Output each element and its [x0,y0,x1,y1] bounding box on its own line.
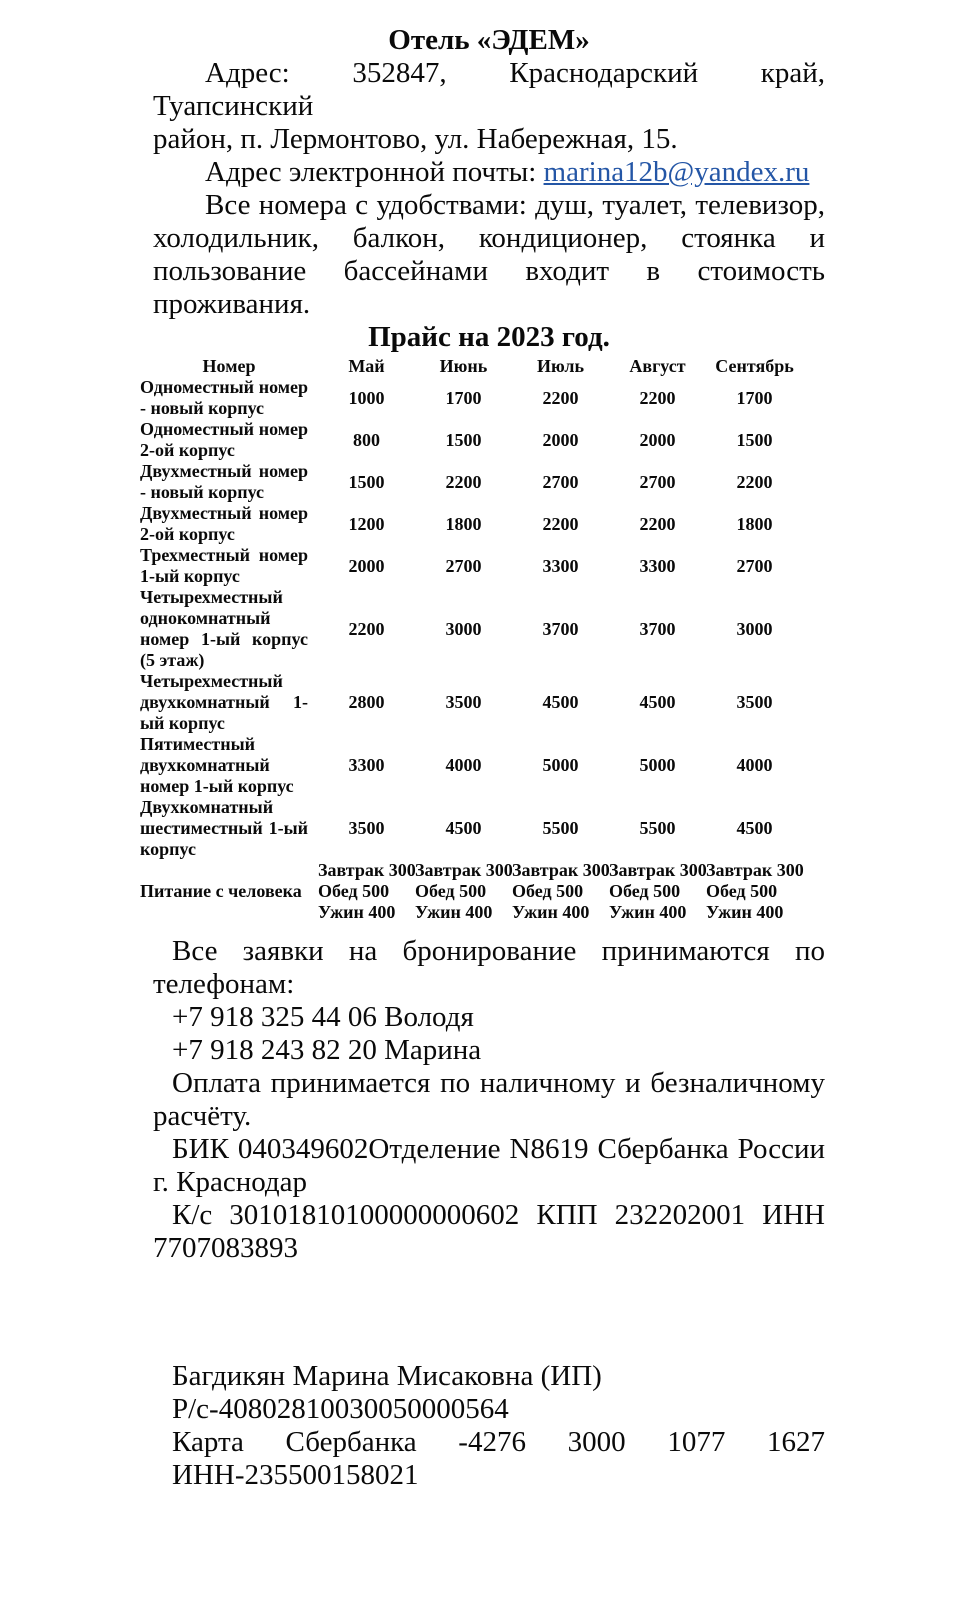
meal-line: Завтрак 300 [609,860,707,880]
price-table [140,356,803,923]
table-row [140,797,803,860]
column-header-month: Сентябрь [715,356,794,376]
text-line: пользование бассейнами входит в стоимость [153,255,825,287]
price-cell: 3000 [736,618,773,639]
settlement-account: Р/с-40802810030050000564 [172,1393,509,1425]
column-header-month: Май [348,356,385,376]
room-type-label: Четырехместный однокомнатный номер 1-ый корпус (5 этаж) [140,587,308,670]
requisites-block [153,1360,825,1492]
room-type-label: Пятиместный двухкомнатный номер 1-ый корпус [140,734,294,796]
price-cell: 3000 [445,618,482,639]
meal-line: Ужин 400 [318,902,396,922]
price-cell: 800 [353,429,380,450]
price-cell: 2700 [639,471,676,492]
table-row [140,587,803,671]
price-cell: 1500 [736,429,773,450]
meals-label: Питание с человека [140,881,302,901]
price-cell: 5500 [639,818,676,838]
price-cell: 2800 [348,692,385,712]
meal-line: Ужин 400 [415,902,493,922]
price-cell: 2200 [542,513,579,534]
price-cell: 1700 [445,387,482,408]
email-label: Адрес электронной почты: [205,156,544,188]
table-row [140,419,803,461]
text-line: Адрес: 352847, Краснодарский край, Туапсинский [153,57,825,122]
text-line: БИК 040349602Отделение N8619 Сбербанка России [172,1133,825,1165]
price-cell: 2000 [348,555,385,576]
document-body [140,0,825,1492]
price-cell: 3500 [348,818,385,838]
meal-line: Обед 500 [609,881,681,901]
price-cell: 2700 [736,555,773,576]
price-cell: 1200 [348,513,385,534]
price-cell: 2200 [542,387,579,408]
price-cell: 1800 [445,513,482,534]
room-type-label: Двухкомнатный шестиместный 1-ый корпус [140,797,308,859]
table-row [140,545,803,587]
price-cell: 1500 [348,471,385,492]
price-cell: 1500 [445,429,482,450]
price-cell: 1700 [736,387,773,408]
table-row [140,461,803,503]
meal-line: Завтрак 300 [318,860,416,880]
meal-line: Обед 500 [512,881,584,901]
price-cell: 4500 [542,692,579,712]
price-cell: 3300 [348,755,385,775]
price-cell: 2200 [736,471,773,492]
room-type-label: Двухместный номер - новый корпус [140,461,308,502]
price-cell: 1800 [736,513,773,534]
sberbank-card-number: Карта Сбербанка -4276 3000 1077 1627 [172,1426,825,1458]
email-link[interactable]: marina12b@yandex.ru [543,156,810,188]
meal-line: Обед 500 [706,881,778,901]
price-cell: 3500 [736,692,773,712]
column-header-month: Август [629,356,686,376]
meals-cell [609,860,706,923]
price-list-title: Прайс на 2023 год. [368,321,610,353]
hotel-address [153,57,825,156]
price-cell: 2200 [639,387,676,408]
table-row [140,503,803,545]
text-line: район, п. Лермонтово, ул. Набережная, 15. [153,123,678,155]
price-cell: 4500 [639,692,676,712]
bank-details [153,1133,825,1199]
text-line: телефонам: [153,968,295,1000]
price-cell: 2700 [542,471,579,492]
price-cell: 2000 [542,429,579,450]
room-type-label: Одноместный номер 2-ой корпус [140,419,308,460]
price-cell: 4500 [736,818,773,838]
room-type-label: Трехместный номер 1-ый корпус [140,545,308,586]
price-cell: 3700 [639,618,676,639]
room-type-label: Четырехместный двухкомнатный 1-ый корпус [140,671,308,733]
phone-number: +7 918 325 44 06 Володя [172,1001,474,1033]
inn-number: ИНН-235500158021 [172,1459,419,1491]
price-cell: 3300 [639,555,676,576]
text-line: Все номера с удобствами: душ, туалет, телевизор, [205,189,825,221]
meal-line: Ужин 400 [706,902,784,922]
hotel-name: Отель «ЭДЕМ» [388,24,590,56]
meal-line: Ужин 400 [512,902,590,922]
room-type-label: Двухместный номер 2-ой корпус [140,503,308,544]
price-cell: 3300 [542,555,579,576]
meals-cell [706,860,803,923]
price-cell: 4000 [736,755,773,775]
price-cell: 4500 [445,818,482,838]
meals-cell [415,860,512,923]
meal-line: Обед 500 [318,881,390,901]
account-details [153,1199,825,1265]
table-row [140,377,803,419]
text-line: г. Краснодар [153,1166,308,1198]
meal-line: Завтрак 300 [512,860,610,880]
price-cell: 2200 [445,471,482,492]
text-line: 7707083893 [153,1232,298,1264]
price-cell: 2200 [639,513,676,534]
price-cell: 5000 [542,755,579,775]
price-cell: 4000 [445,755,482,775]
price-cell: 2700 [445,555,482,576]
table-row [140,671,803,734]
text-line: Оплата принимается по наличному и безналичному [172,1067,825,1099]
room-type-label: Одноместный номер - новый корпус [140,377,308,418]
table-header-row [140,356,803,377]
meal-line: Ужин 400 [609,902,687,922]
meal-line: Обед 500 [415,881,487,901]
column-header-month: Июль [537,356,584,376]
price-cell: 1000 [348,387,385,408]
phone-list [153,1001,825,1067]
price-cell: 5000 [639,755,676,775]
meal-line: Завтрак 300 [706,860,804,880]
column-header-month: Июнь [439,356,488,376]
price-cell: 3500 [445,692,482,712]
owner-name: Багдикян Марина Мисаковна (ИП) [172,1360,602,1392]
email-line [153,156,825,189]
table-row [140,734,803,797]
text-line: проживания. [153,288,311,320]
amenities-paragraph [153,189,825,321]
text-line: Все заявки на бронирование принимаются по [172,935,825,967]
meals-row [140,860,803,923]
meal-line: Завтрак 300 [415,860,513,880]
text-line: расчёту. [153,1100,252,1132]
payment-method [153,1067,825,1133]
meals-cell [512,860,609,923]
text-line: К/с 30101810100000000602 КПП 232202001 ИНН [172,1199,825,1231]
booking-intro [153,935,825,1001]
price-cell: 3700 [542,618,579,639]
price-cell: 2200 [348,618,385,639]
price-cell: 2000 [639,429,676,450]
phone-number: +7 918 243 82 20 Марина [172,1034,482,1066]
meals-cell [318,860,415,923]
price-cell: 5500 [542,818,579,838]
text-line: холодильник, балкон, кондиционер, стоянка и [153,222,825,254]
column-header-room: Номер [202,356,256,376]
